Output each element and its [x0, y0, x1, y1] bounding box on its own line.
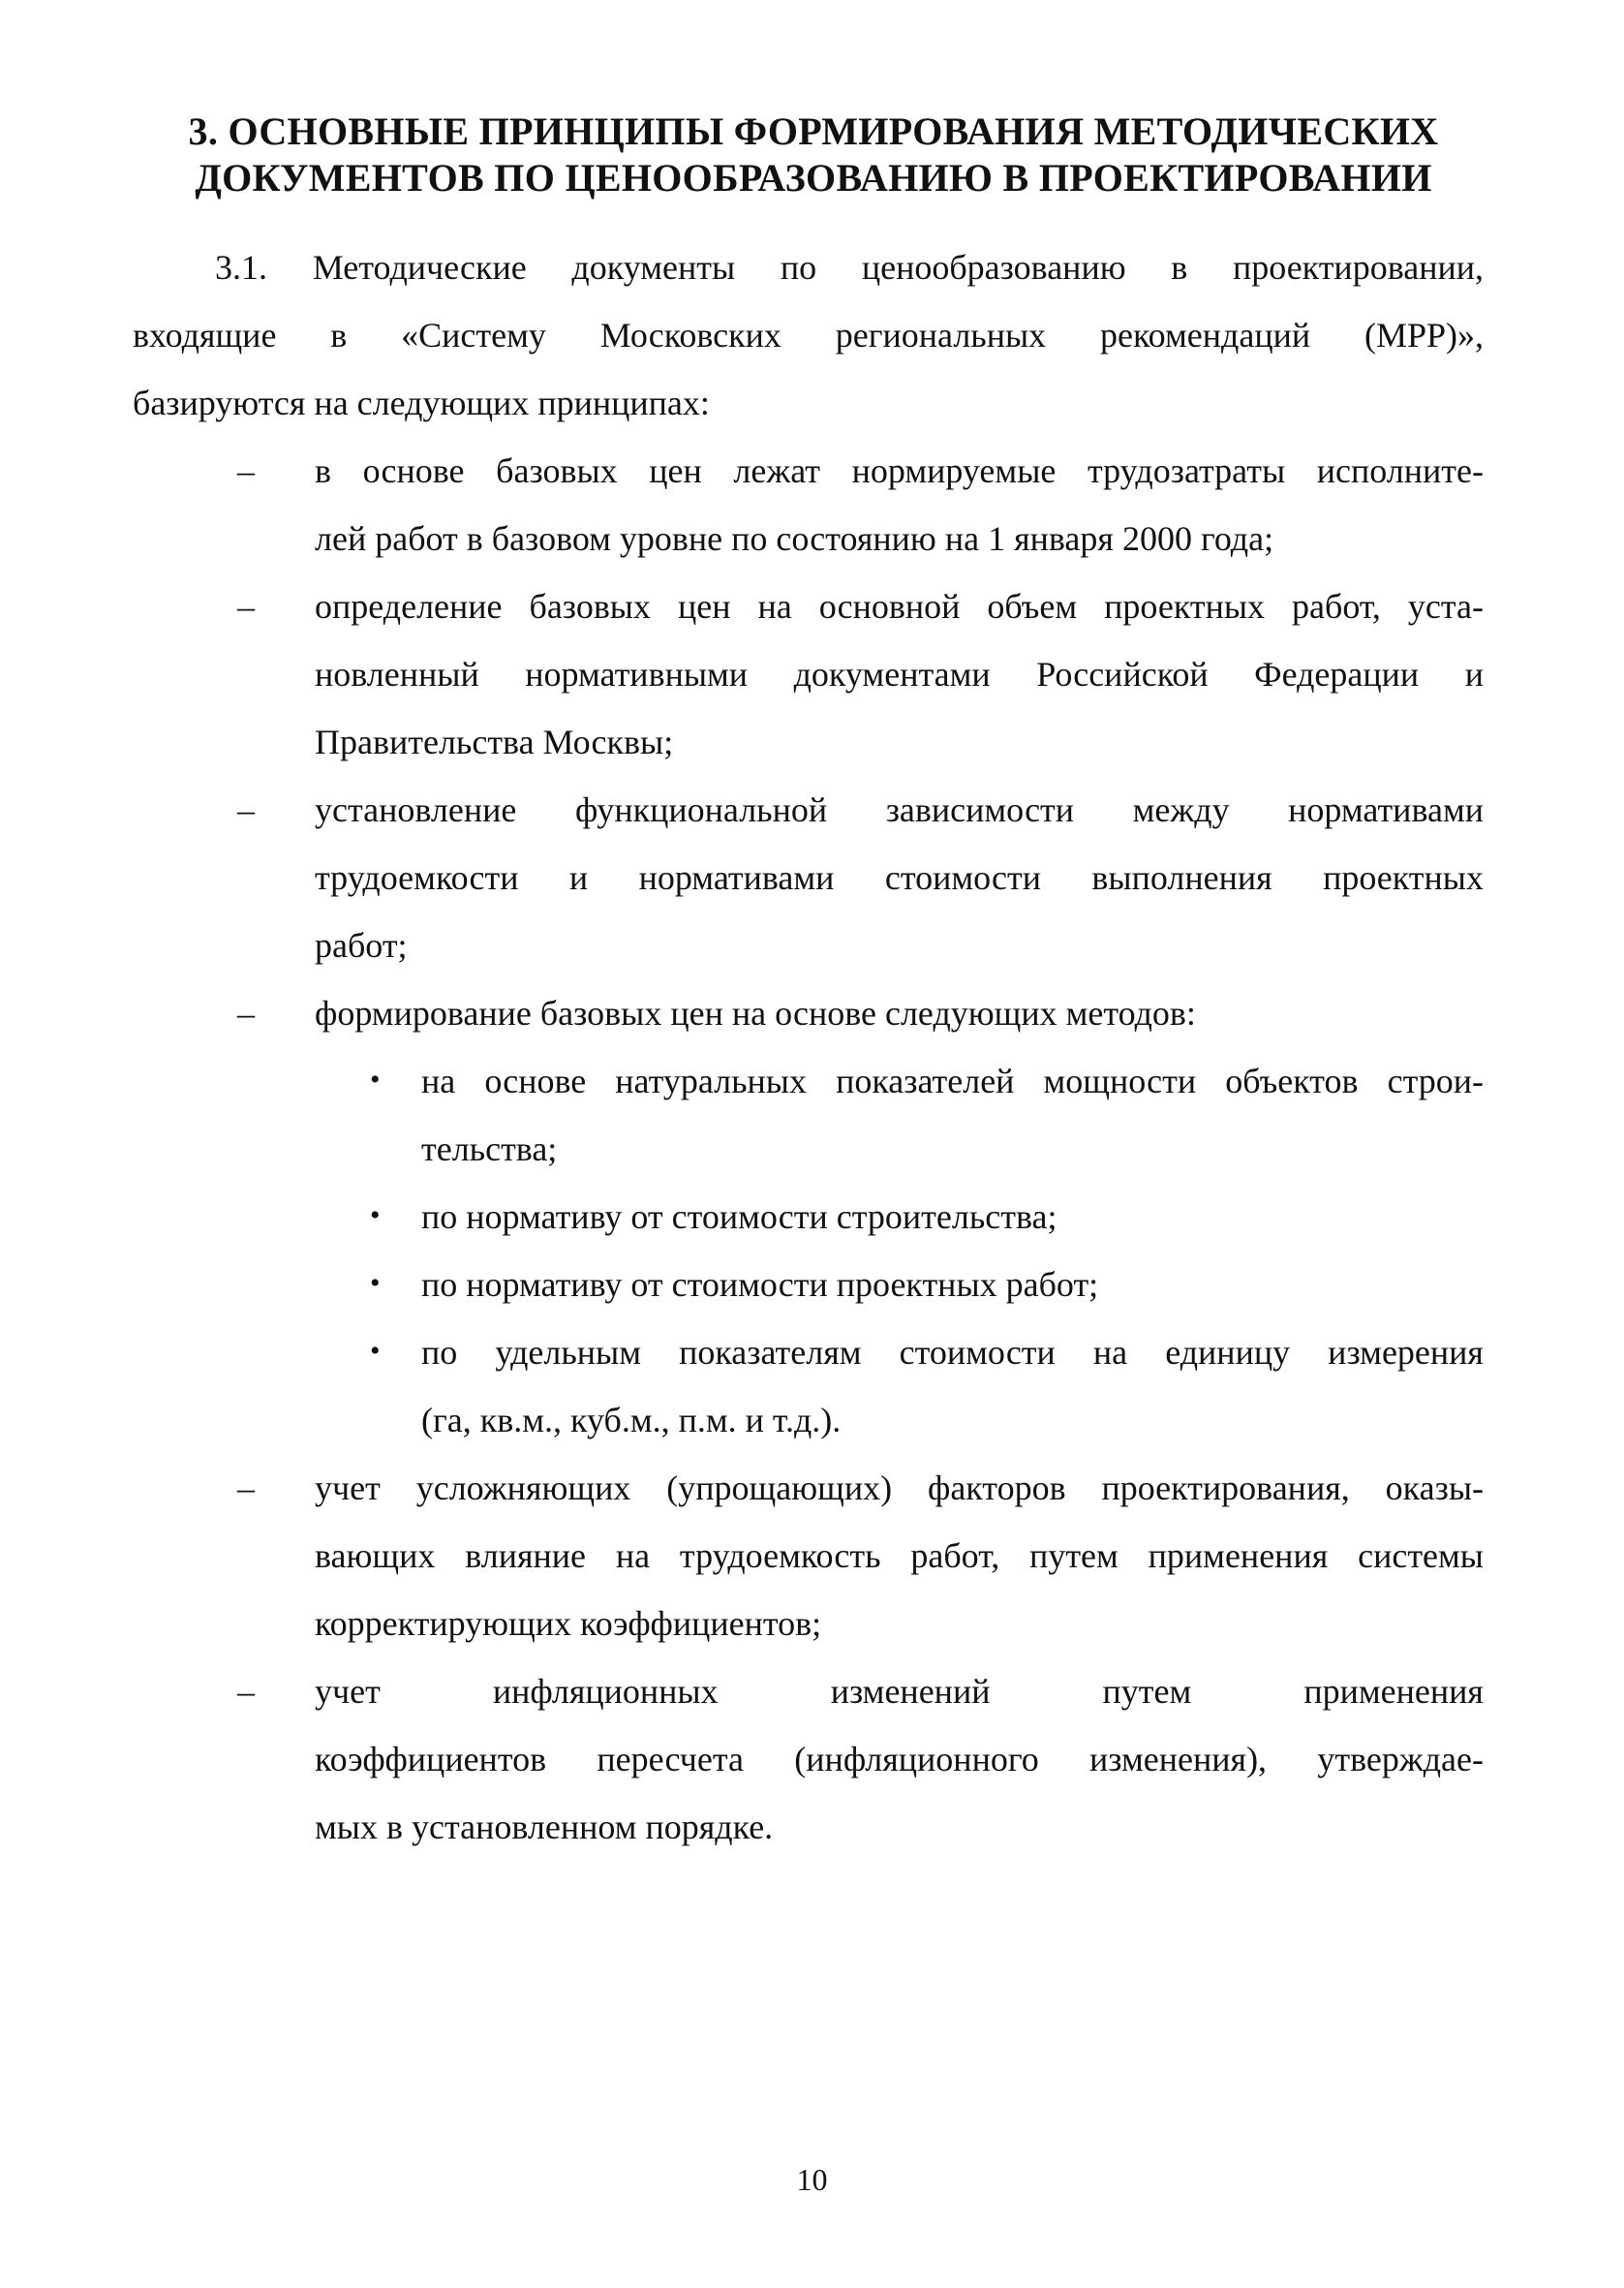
section-heading-line-1: 3. ОСНОВНЫЕ ПРИНЦИПЫ ФОРМИРОВАНИЯ МЕТОДИЧЕСКИХ — [188, 109, 1439, 153]
intro-line-3: базируются на следующих принципах: — [133, 384, 710, 422]
list-item-3-line-3: работ; — [315, 926, 408, 965]
sub-item-3-line-1: по нормативу от стоимости проектных работ; — [421, 1265, 1099, 1304]
dash-marker: – — [237, 1469, 255, 1507]
list-item-3-line-1: установление функциональной зависимости между нормативами — [315, 790, 1484, 829]
list-item-2-line-2: новленный нормативными документами Российской Федерации и — [315, 655, 1484, 694]
sub-item-4-line-1: по удельным показателям стоимости на единицу измерения — [421, 1333, 1484, 1372]
list-item-2-line-1: определение базовых цен на основной объем проектных работ, уста- — [315, 587, 1484, 626]
list-item-1-line-2: лей работ в базовом уровне по состоянию на 1 января 2000 года; — [315, 519, 1274, 558]
sub-item-1-line-1: на основе натуральных показателей мощности объектов строи- — [421, 1062, 1484, 1100]
list-item-6-line-1: учет инфляционных изменений путем применения — [315, 1672, 1484, 1711]
intro-line-1: 3.1. Методические документы по ценообразованию в проектировании, — [215, 248, 1484, 287]
list-item-6-line-3: мых в установленном порядке. — [315, 1808, 774, 1846]
list-item-3-line-2: трудоемкости и нормативами стоимости выполнения проектных — [315, 858, 1484, 897]
list-item-1-line-1: в основе базовых цен лежат нормируемые трудозатраты исполните- — [315, 451, 1484, 490]
list-item-2-line-3: Правительства Москвы; — [315, 723, 674, 761]
sub-item-4-line-2: (га, кв.м., куб.м., п.м. и т.д.). — [421, 1401, 842, 1439]
list-item-4-line-1: формирование базовых цен на основе следующих методов: — [315, 994, 1196, 1033]
list-item-5-line-2: вающих влияние на трудоемкость работ, путем применения системы — [315, 1536, 1484, 1575]
list-item-5-line-3: корректирующих коэффициентов; — [315, 1604, 822, 1643]
section-heading-line-2: ДОКУМЕНТОВ ПО ЦЕНООБРАЗОВАНИЮ В ПРОЕКТИРОВАНИИ — [195, 156, 1432, 200]
bullet-marker: • — [370, 1064, 381, 1096]
sub-item-1-line-2: тельства; — [421, 1129, 558, 1168]
sub-item-2-line-1: по нормативу от стоимости строительства; — [421, 1197, 1057, 1236]
dash-marker: – — [237, 1672, 255, 1711]
bullet-marker: • — [370, 1267, 381, 1299]
intro-line-2: входящие в «Систему Московских региональных рекомендаций (МРР)», — [133, 316, 1484, 355]
dash-marker: – — [237, 587, 255, 626]
list-item-6-line-2: коэффициентов пересчета (инфляционного изменения), утверждае- — [315, 1740, 1484, 1778]
bullet-marker: • — [370, 1199, 381, 1231]
page-number: 10 — [796, 2162, 828, 2197]
dash-marker: – — [237, 451, 255, 490]
bullet-marker: • — [370, 1335, 381, 1367]
dash-marker: – — [237, 790, 255, 829]
dash-marker: – — [237, 994, 255, 1033]
list-item-5-line-1: учет усложняющих (упрощающих) факторов проектирования, оказы- — [315, 1469, 1484, 1507]
